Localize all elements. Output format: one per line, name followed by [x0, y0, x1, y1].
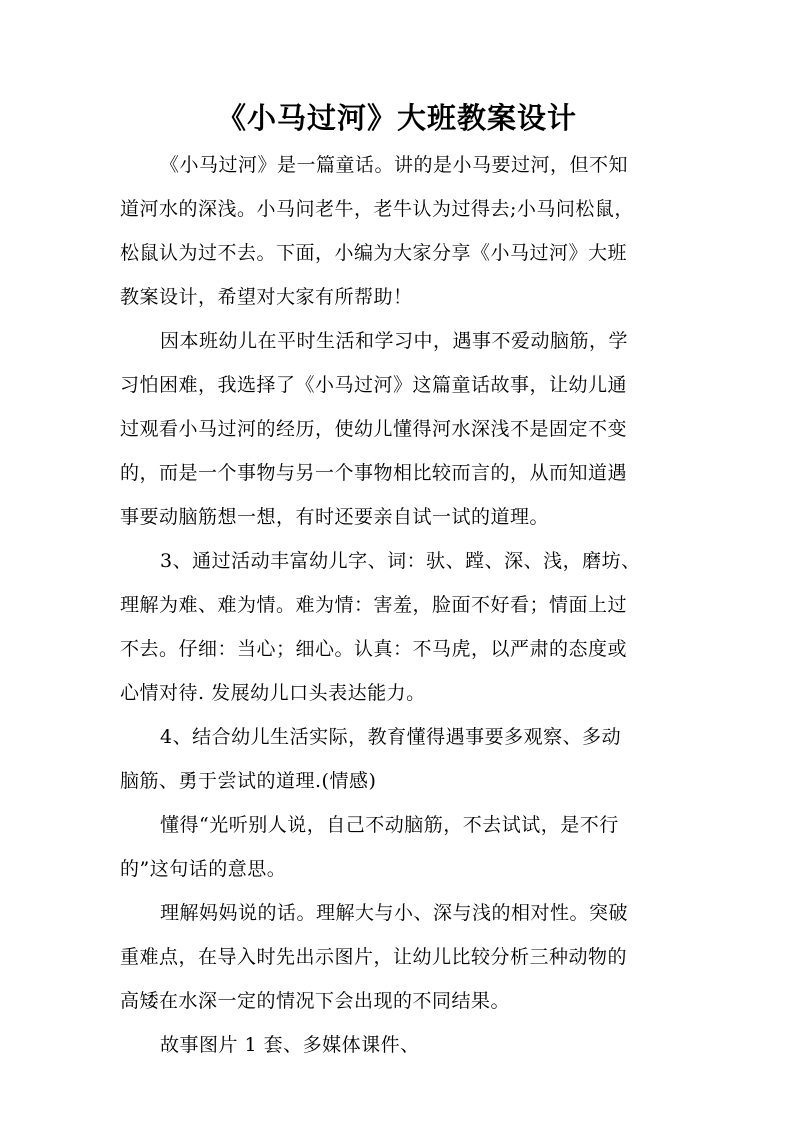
paragraph-line: 重难点，在导入时先出示图片，让幼儿比较分析三种动物的	[120, 946, 628, 968]
paragraph-line: 的，而是一个事物与另一个事物相比较而言的，从而知道遇	[120, 462, 628, 484]
paragraph-line: 理解妈妈说的话。理解大与小、深与浅的相对性。突破	[160, 902, 629, 924]
paragraph-line: 脑筋、勇于尝试的道理.(情感)	[120, 770, 377, 792]
paragraph-line: 教案设计，希望对大家有所帮助！	[120, 286, 413, 308]
paragraph-line: 的”这句话的意思。	[120, 858, 287, 880]
paragraph-line: 松鼠认为过不去。下面，小编为大家分享《小马过河》大班	[120, 242, 628, 264]
paragraph-line: 不去。仔细：当心；细心。认真：不马虎，以严肃的态度或	[120, 638, 628, 660]
paragraph-line: 懂得“光听别人说，自己不动脑筋，不去试试，是不行	[160, 814, 619, 836]
paragraph-line: 《小马过河》是一篇童话。讲的是小马要过河，但不知	[160, 154, 629, 176]
paragraph-line: 故事图片 1 套、多媒体课件、	[160, 1034, 420, 1056]
paragraph-line: 4、结合幼儿生活实际，教育懂得遇事要多观察、多动	[160, 726, 622, 748]
paragraph-line: 3、通过活动丰富幼儿字、词：驮、蹚、深、浅，磨坊、	[160, 550, 641, 572]
paragraph-line: 习怕困难，我选择了《小马过河》这篇童话故事，让幼儿通	[120, 374, 628, 396]
document-title: 《小马过河》大班教案设计	[216, 101, 577, 135]
paragraph-line: 过观看小马过河的经历，使幼儿懂得河水深浅不是固定不变	[120, 418, 628, 440]
paragraph-line: 事要动脑筋想一想，有时还要亲自试一试的道理。	[120, 506, 550, 528]
paragraph-line: 理解为难、难为情。难为情：害羞，脸面不好看；情面上过	[120, 594, 628, 616]
paragraph-line: 因本班幼儿在平时生活和学习中，遇事不爱动脑筋，学	[160, 330, 629, 352]
paragraph-line: 心情对待. 发展幼儿口头表达能力。	[120, 682, 426, 704]
paragraph-line: 高矮在水深一定的情况下会出现的不同结果。	[120, 990, 511, 1012]
paragraph-line: 道河水的深浅。小马问老牛，老牛认为过得去;小马问松鼠，	[120, 198, 634, 220]
